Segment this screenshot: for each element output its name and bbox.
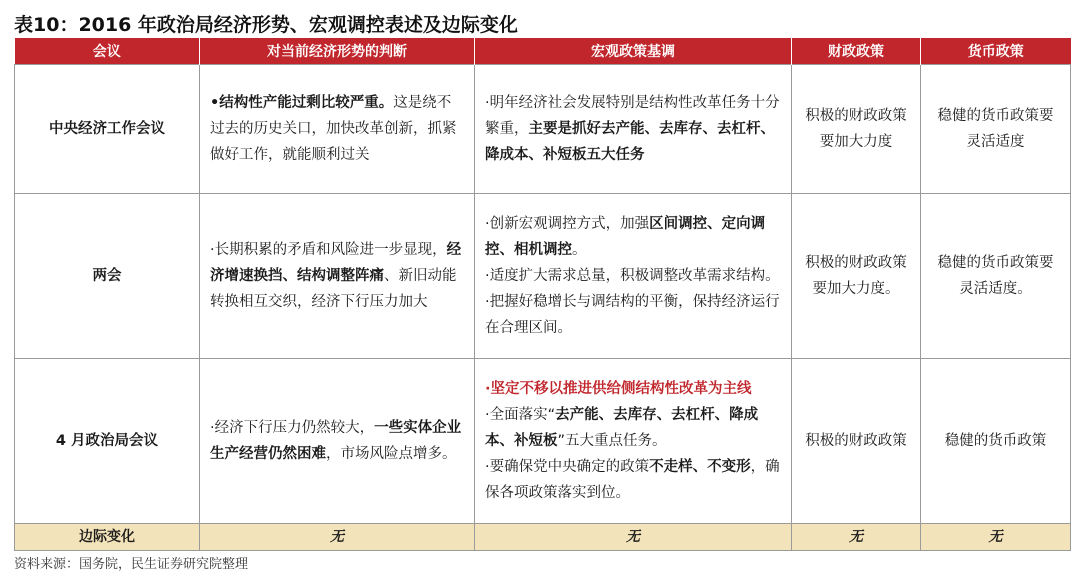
marginal-change-value: 无 [792, 524, 921, 551]
policy-text: ”五大重点任务。 [557, 433, 667, 449]
policy-text: ，确保各项政策落实到位。 [485, 459, 780, 501]
fiscal-cell: 积极的财政政策要加大力度。 [792, 194, 921, 359]
marginal-change-row [15, 524, 1071, 551]
meeting-name: 两会 [15, 194, 200, 359]
table-title: 表10：2016 年政治局经济形势、宏观调控表述及边际变化 [14, 14, 518, 36]
marginal-change-value: 无 [200, 524, 475, 551]
policy-bullet [485, 211, 781, 263]
judgement-cell [200, 65, 475, 194]
policy-bullet [485, 402, 781, 454]
policy-text: ·创新宏观调控方式，加强 [485, 216, 650, 232]
policy-highlight: ·坚定不移以推进供给侧结构性改革为主线 [485, 381, 752, 397]
policy-bold: 不走样、不变形 [649, 459, 751, 475]
policy-bold: 区间调控、定向调控、相机调控 [485, 216, 766, 258]
table-row [15, 359, 1071, 524]
policy-table [14, 38, 1071, 551]
header-policy: 宏观政策基调 [475, 38, 792, 65]
judgement-text: 、新旧动能转换相互交织，经济下行压力加大 [210, 268, 457, 310]
policy-cell [475, 359, 792, 524]
policy-bold: 去产能、去库存、去杠杆、降成本、补短板 [485, 407, 759, 449]
table-row [15, 194, 1071, 359]
policy-text: ·全面落实“ [485, 407, 556, 423]
header-fiscal: 财政政策 [792, 38, 921, 65]
header-meeting: 会议 [15, 38, 200, 65]
marginal-change-label: 边际变化 [15, 524, 200, 551]
policy-bold: 主要是抓好去产能、去库存、去杠杆、降成本、补短板五大任务 [485, 121, 775, 163]
header-row [15, 38, 1071, 65]
policy-cell [475, 194, 792, 359]
policy-bullet: ·把握好稳增长与调结构的平衡，保持经济运行在合理区间。 [485, 294, 780, 336]
judgement-bold: 一些实体企业生产经营仍然困难 [210, 420, 462, 462]
policy-bullet [485, 454, 781, 506]
source-note: 资料来源：国务院，民生证券研究院整理 [14, 557, 249, 572]
policy-text: 。 [572, 242, 587, 258]
judgement-cell [200, 194, 475, 359]
fiscal-cell: 积极的财政政策要加大力度 [792, 65, 921, 194]
judgement-text: ·经济下行压力仍然较大， [210, 420, 375, 436]
fiscal-cell: 积极的财政政策 [792, 359, 921, 524]
meeting-name: 4 月政治局会议 [15, 359, 200, 524]
policy-bullet: ·适度扩大需求总量，积极调整改革需求结构。 [485, 268, 780, 284]
judgement-text: ，市场风险点增多。 [326, 446, 457, 462]
header-monetary: 货币政策 [921, 38, 1071, 65]
monetary-cell: 稳健的货币政策要灵活适度 [921, 65, 1071, 194]
policy-cell [475, 65, 792, 194]
monetary-cell: 稳健的货币政策要灵活适度。 [921, 194, 1071, 359]
judgement-bold: 经济增速换挡、结构调整阵痛 [210, 242, 462, 284]
judgement-cell [200, 359, 475, 524]
meeting-name: 中央经济工作会议 [15, 65, 200, 194]
marginal-change-value: 无 [475, 524, 792, 551]
header-judgement: 对当前经济形势的判断 [200, 38, 475, 65]
judgement-bold: •结构性产能过剩比较严重。 [210, 95, 394, 111]
marginal-change-value: 无 [921, 524, 1071, 551]
policy-text: ·要确保党中央确定的政策 [485, 459, 650, 475]
table-row [15, 65, 1071, 194]
judgement-text: 这是绕不过去的历史关口，加快改革创新，抓紧做好工作，就能顺利过关 [210, 95, 457, 163]
monetary-cell: 稳健的货币政策 [921, 359, 1071, 524]
judgement-text: ·长期积累的矛盾和风险进一步显现， [210, 242, 447, 258]
policy-text: ·明年经济社会发展特别是结构性改革任务十分繁重， [485, 95, 780, 137]
